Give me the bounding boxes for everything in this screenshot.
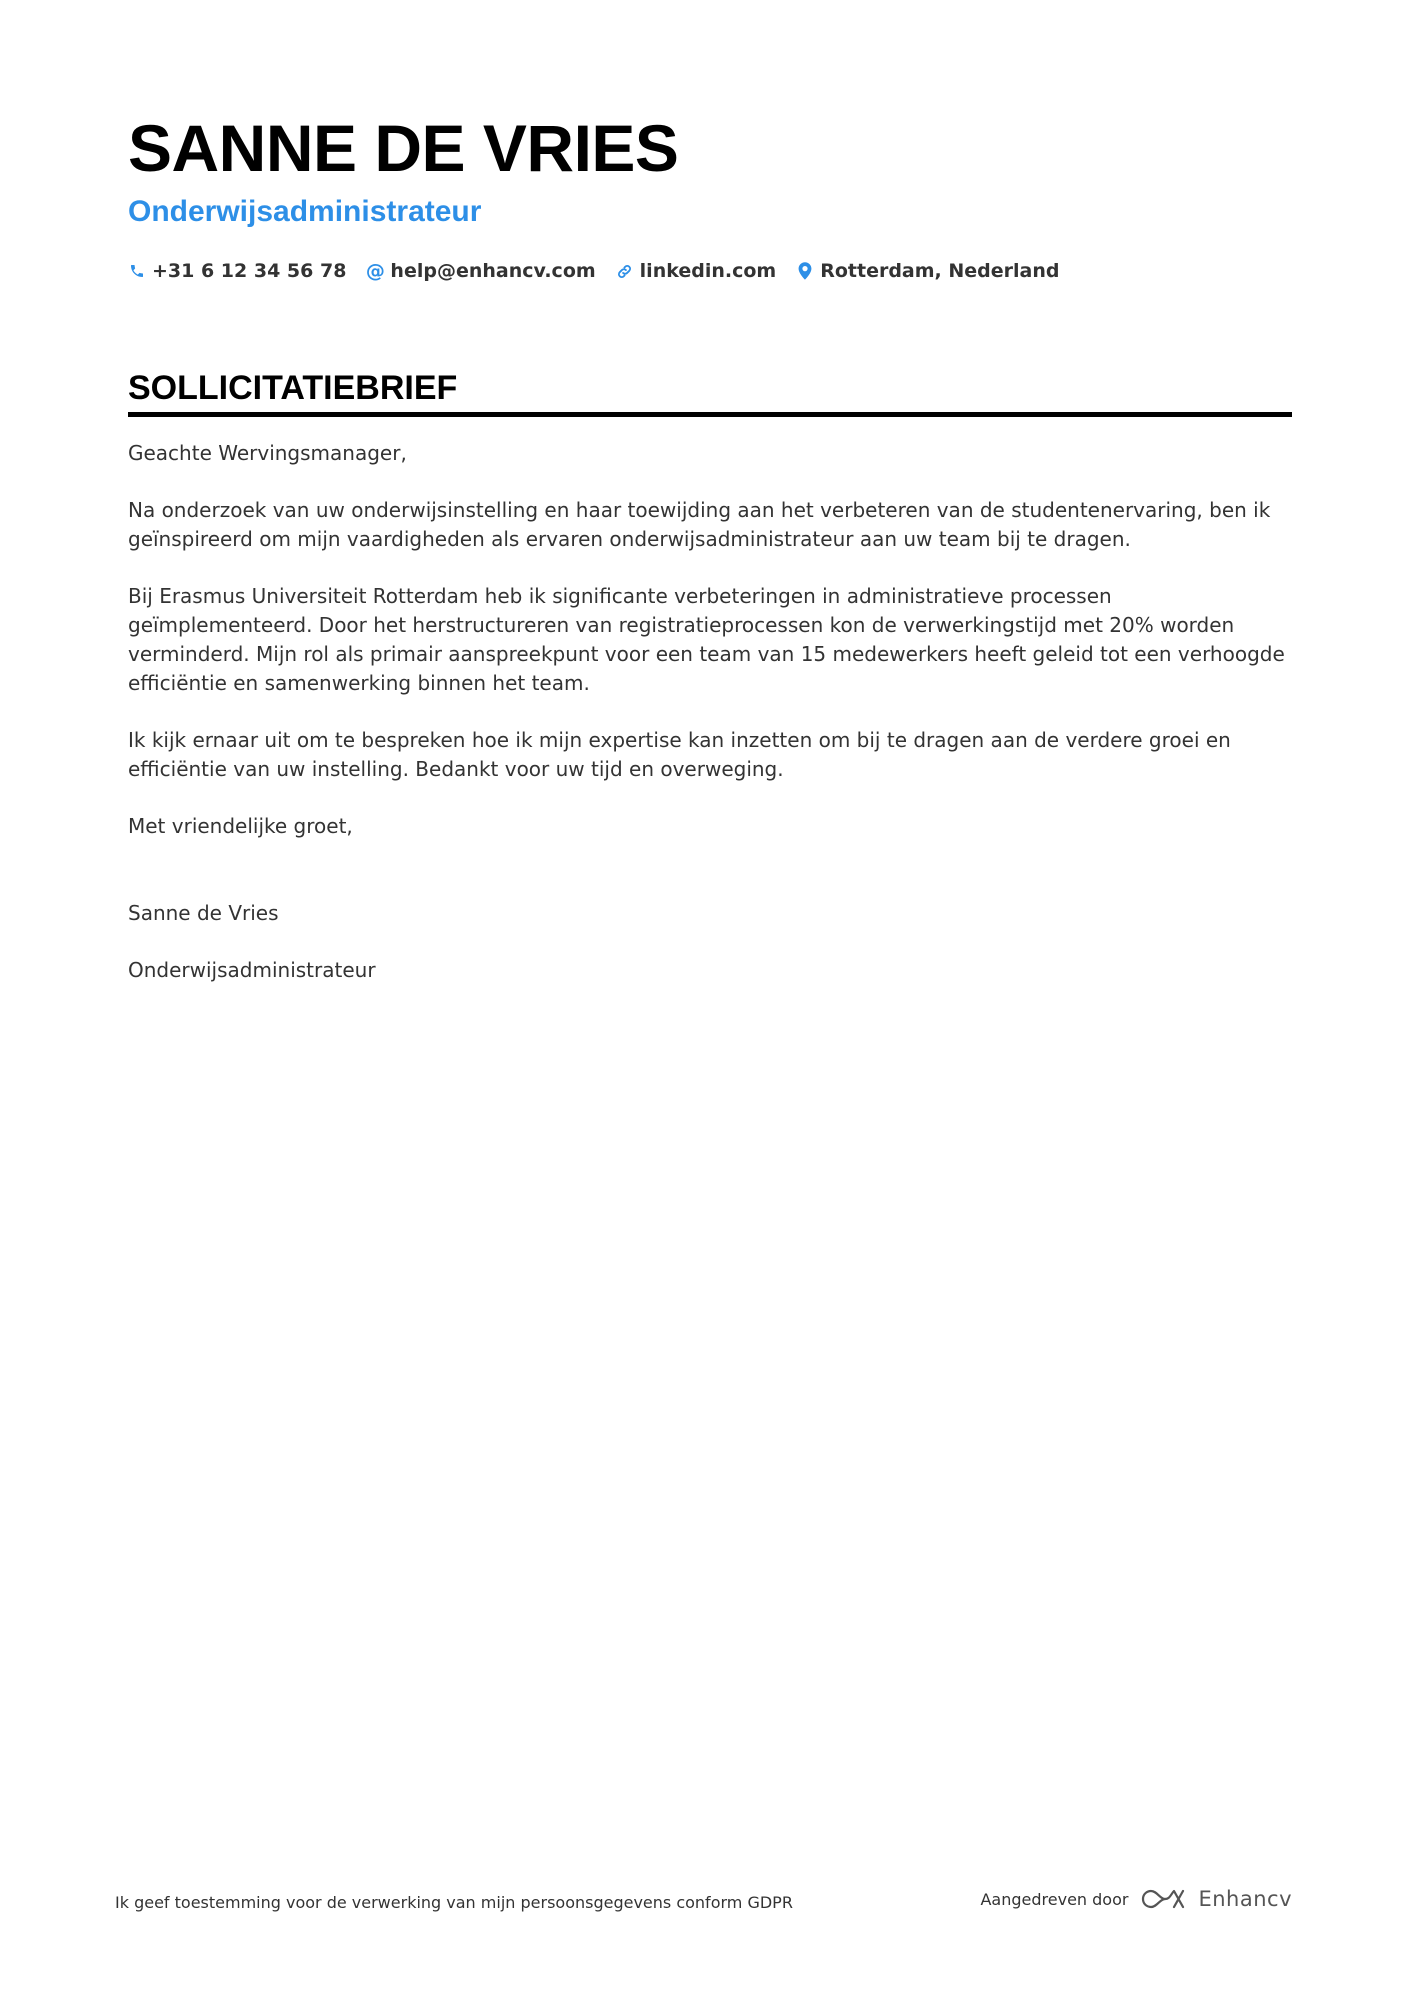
contact-bar [128,260,1292,282]
link-icon [616,261,634,281]
email-text[interactable]: help@enhancv.com [390,260,596,282]
closing: Met vriendelijke groet, [128,814,353,838]
powered-by-label: Aangedreven door [980,1889,1129,1909]
signature-role: Onderwijsadministrateur [128,958,376,982]
at-icon: @ [365,260,385,282]
candidate-role: Onderwijsadministrateur [128,195,482,228]
gdpr-consent: Ik geef toestemming voor de verwerking van mijn persoonsgegevens conform GDPR [115,1893,793,1912]
letter-paragraph: Na onderzoek van uw onderwijsinstelling en haar toewijding aan het verbeteren van de studentenervaring, ben ik geïnspireerd om mijn vaardigheden als ervaren onderwijsadministrateur aan uw team bij te dragen. [128,498,1271,551]
contact-linkedin[interactable] [616,260,777,282]
brand-name: Enhancv [1198,1887,1292,1911]
letter-body [128,439,1292,985]
linkedin-text[interactable]: linkedin.com [639,260,777,282]
salutation: Geachte Wervingsmanager, [128,441,407,465]
contact-email[interactable] [366,260,595,282]
phone-text: +31 6 12 34 56 78 [152,260,347,282]
contact-phone [128,260,346,282]
candidate-name: SANNE DE VRIES [128,111,679,185]
cover-letter-section [128,366,1292,1013]
section-title: SOLLICITATIEBRIEF [128,366,1292,417]
header [128,108,1292,282]
powered-by[interactable] [980,1886,1292,1912]
letter-paragraph: Bij Erasmus Universiteit Rotterdam heb ik significante verbeteringen in administratieve processen geïmplementeerd. Door het herstructureren van registratieprocessen kon de verwerkingstijd met 20% worden verminderd. Mijn rol als primair aanspreekpunt voor een team van 15 medewerkers heeft geleid tot een verhoogde efficiëntie en samenwerking binnen het team. [128,584,1285,695]
location-text: Rotterdam, Nederland [820,260,1060,282]
location-pin-icon [796,261,814,281]
signature-name: Sanne de Vries [128,901,279,925]
letter-paragraph: Ik kijk ernaar uit om te bespreken hoe ik mijn expertise kan inzetten om bij te dragen aan de verdere groei en efficiëntie van uw instelling. Bedankt voor uw tijd en overweging. [128,728,1231,781]
enhancv-logo-icon [1140,1886,1190,1912]
phone-icon [128,261,146,281]
contact-location [796,260,1059,282]
